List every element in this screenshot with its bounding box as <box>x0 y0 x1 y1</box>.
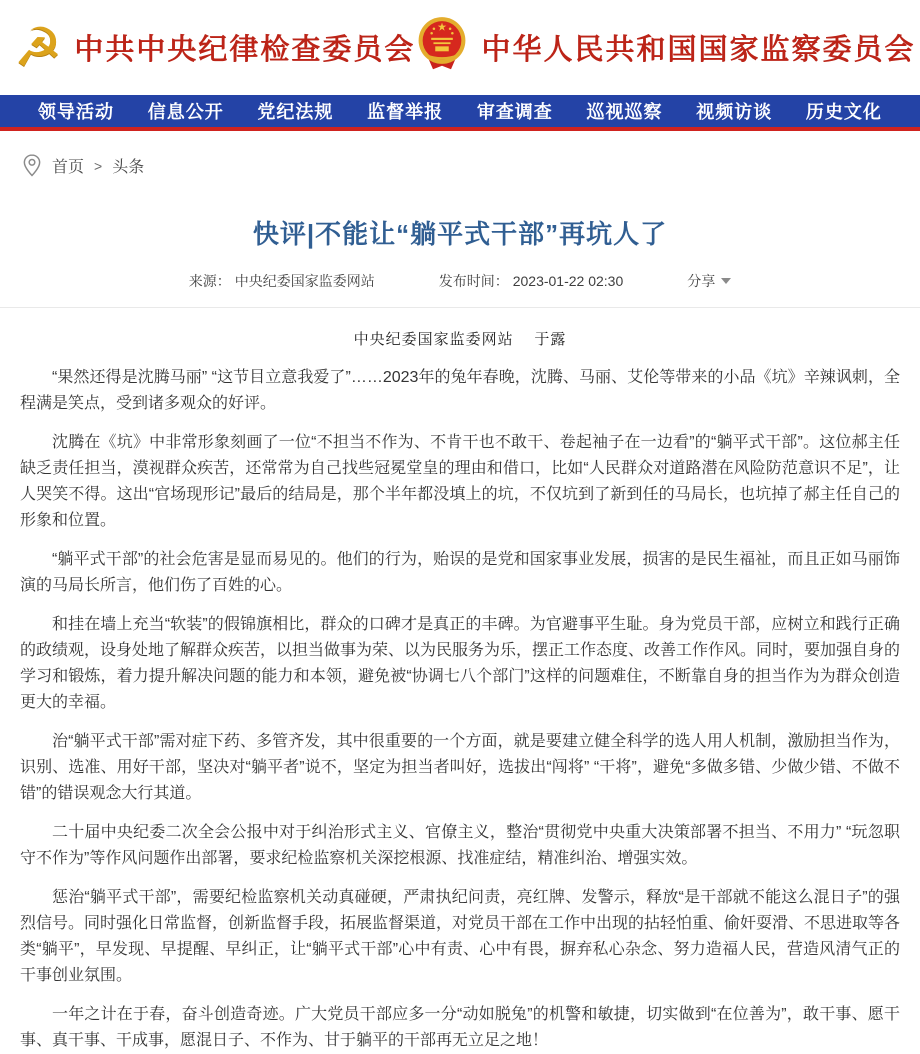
breadcrumb-current[interactable]: 头条 <box>112 159 145 176</box>
national-emblem-icon <box>415 15 469 80</box>
nsc-site-title: 中华人民共和国国家监察委员会 <box>481 34 916 66</box>
breadcrumb <box>0 131 920 190</box>
share-button[interactable] <box>687 271 731 291</box>
ccdi-logo[interactable] <box>14 17 416 78</box>
meta-divider <box>0 307 920 308</box>
breadcrumb-separator: > <box>94 157 103 174</box>
meta-time-value: 2023-01-22 02:30 <box>512 273 624 289</box>
nav-item-reporting[interactable]: 监督举报 <box>367 102 444 122</box>
nav-item-inspection[interactable]: 巡视巡察 <box>586 102 663 122</box>
location-pin-icon <box>22 153 42 178</box>
nav-item-leadership[interactable]: 领导活动 <box>38 102 114 122</box>
breadcrumb-home[interactable]: 首页 <box>52 159 85 176</box>
article-body <box>0 365 920 1054</box>
paragraph: 惩治“躺平式干部”，需要纪检监察机关动真碰硬，严肃执纪问责，亮红牌、发警示，释放“是干部就不能这么混日子”的强烈信号。同时强化日常监督，创新监督手段，拓展监督渠道，对党员干部在工作中出现的拈轻怕重、偷奸耍滑、不思进取等各类“躺平”，早发现、早提醒、早纠正，让“躺平式干部”心中有责、心中有畏，摒弃私心杂念、努力造福人民，营造风清气正的干事创业氛围。 <box>20 889 901 984</box>
nav-item-information[interactable]: 信息公开 <box>147 102 224 122</box>
nav-item-regulations[interactable]: 党纪法规 <box>257 102 334 122</box>
meta-source-label: 来源： <box>188 273 231 289</box>
nav-item-video[interactable]: 视频访谈 <box>696 102 773 122</box>
site-header <box>0 0 920 95</box>
nsc-logo[interactable] <box>415 15 915 80</box>
nav-item-history[interactable]: 历史文化 <box>805 102 882 122</box>
paragraph: 二十届中央纪委二次全会公报中对于纠治形式主义、官僚主义，整治“贯彻党中央重大决策部署不担当、不用力” “玩忽职守不作为”等作风问题作出部署，要求纪检监察机关深挖根源、找准症结，精准纠治、增强实效。 <box>20 824 900 867</box>
nav-item-investigation[interactable]: 审查调查 <box>476 102 553 122</box>
meta-time-label: 发布时间： <box>438 273 509 289</box>
meta-source <box>189 271 375 291</box>
party-emblem-icon: ☭ <box>14 17 63 78</box>
paragraph: “躺平式干部”的社会危害是显而易见的。他们的行为，贻误的是党和国家事业发展，损害的是民生福祉，而且正如马丽饰演的马局长所言，他们伤了百姓的心。 <box>20 551 900 594</box>
ccdi-site-title: 中共中央纪律检查委员会 <box>74 34 416 66</box>
meta-publish-time <box>439 271 624 291</box>
paragraph: 一年之计在于春，奋斗创造奇迹。广大党员干部应多一分“动如脱兔”的机警和敏捷，切实做到“在位善为”，敢干事、愿干事、真干事、干成事，愿混日子、不作为、甘于躺平的干部再无立足之地！ <box>20 1006 900 1049</box>
share-label: 分享 <box>687 273 716 289</box>
paragraph: “果然还得是沈腾马丽” “这节目立意我爱了”……2023年的兔年春晚，沈腾、马丽、艾伦等带来的小品《坑》辛辣讽刺，全程满是笑点，受到诸多观众的好评。 <box>20 369 900 412</box>
article-meta <box>0 271 920 307</box>
paragraph: 治“躺平式干部”需对症下药、多管齐发，其中很重要的一个方面，就是要建立健全科学的选人用人机制，激励担当作为，识别、选准、用好干部，坚决对“躺平者”说不，坚定为担当者叫好，选拔出“闯将” “干将”，避免“多做多错、少做少错、不做不错”的错误观念大行其道。 <box>20 733 900 802</box>
paragraph: 沈腾在《坑》中非常形象刻画了一位“不担当不作为、不肯干也不敢干、卷起袖子在一边看”的“躺平式干部”。这位郝主任缺乏责任担当，漠视群众疾苦，还常常为自己找些冠冕堂皇的理由和借口，比如“人民群众对道路潜在风险防范意识不足”，让人哭笑不得。这出“官场现形记”最后的结局是，那个半年都没填上的坑，不仅坑到了新到任的马局长，也坑掉了郝主任自己的形象和位置。 <box>20 434 900 529</box>
paragraph: 和挂在墙上充当“软装”的假锦旗相比，群众的口碑才是真正的丰碑。为官避事平生耻。身为党员干部，应树立和践行正确的政绩观，设身处地了解群众疾苦，以担当做事为荣、以为民服务为乐，摆正工作态度、改善工作作风。同时，要加强自身的学习和锻炼，着力提升解决问题的能力和本领，避免被“协调七八个部门”这样的问题难住，不断靠自身的担当作为为群众创造更大的幸福。 <box>20 616 901 711</box>
article-title: 快评|不能让“躺平式干部”再坑人了 <box>252 219 668 249</box>
article-byline: 中央纪委国家监委网站 于露 <box>353 332 567 348</box>
caret-down-icon <box>721 278 731 284</box>
meta-source-value: 中央纪委国家监委网站 <box>234 273 375 289</box>
main-nav <box>0 95 920 131</box>
